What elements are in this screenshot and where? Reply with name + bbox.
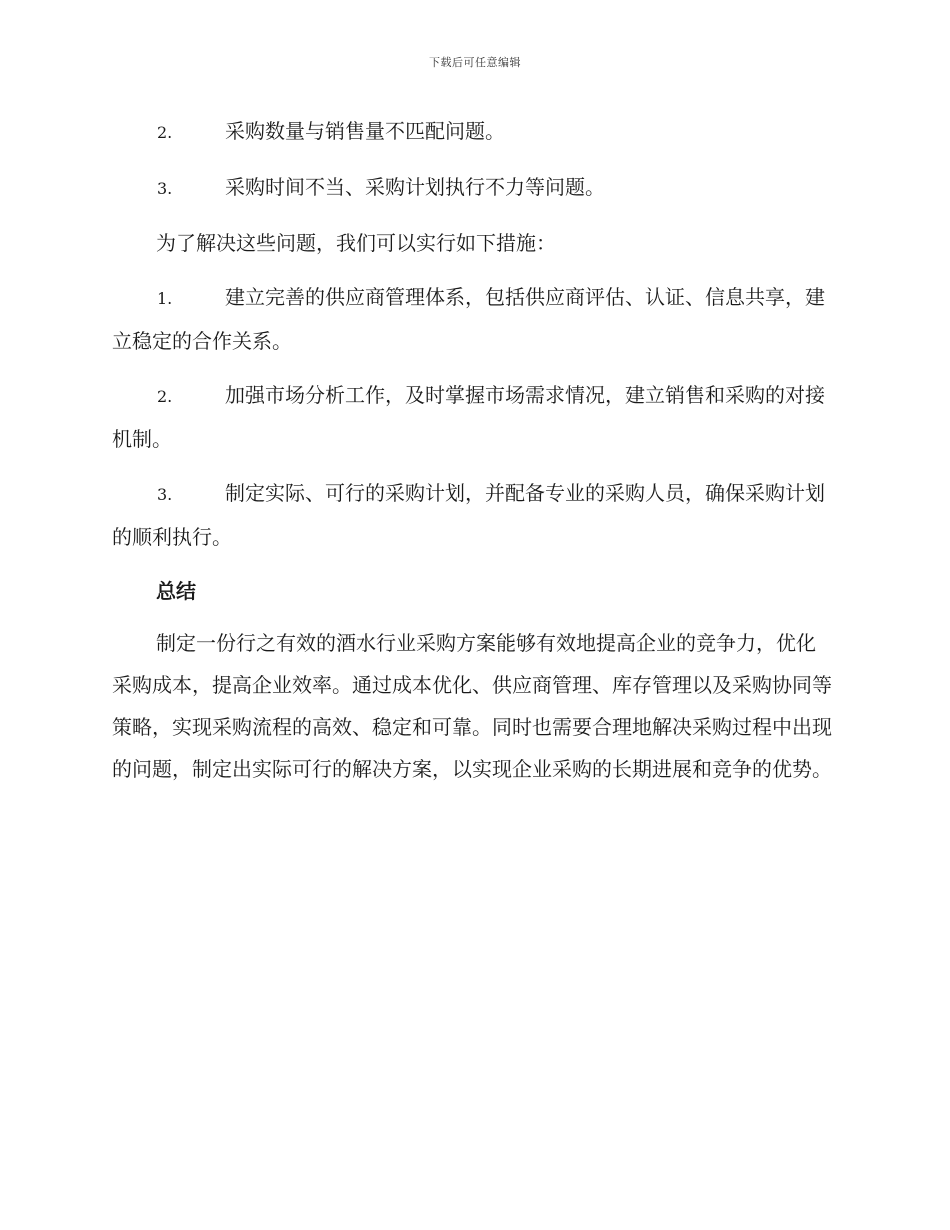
header-note: 下载后可任意编辑 <box>429 56 521 69</box>
document-body <box>112 110 834 790</box>
list-text: 加强市场分析工作，及时掌握市场需求情况，建立销售和采购的对接机制。 <box>112 383 825 451</box>
list-text: 采购时间不当、采购计划执行不力等问题。 <box>225 175 605 199</box>
list-text: 建立完善的供应商管理体系，包括供应商评估、认证、信息共享，建立稳定的合作关系。 <box>112 285 825 353</box>
summary-paragraph: 制定一份行之有效的酒水行业采购方案能够有效地提高企业的竞争力，优化采购成本，提高企业效率。通过成本优化、供应商管理、库存管理以及采购协同等策略，实现采购流程的高效、稳定和可靠。同时也需要合理地解决采购过程中出现的问题，制定出实际可行的解决方案，以实现企业采购的长期进展和竞争的优势。 <box>112 631 832 781</box>
measure-item-1 <box>112 276 834 362</box>
list-text: 制定实际、可行的采购计划，并配备专业的采购人员，确保采购计划的顺利执行。 <box>112 481 825 549</box>
problem-item-2 <box>112 110 834 154</box>
summary-heading: 总结 <box>156 579 196 603</box>
list-text: 采购数量与销售量不匹配问题。 <box>225 119 505 143</box>
list-number: 1. <box>157 289 173 308</box>
measure-item-2 <box>112 374 834 460</box>
measure-item-3 <box>112 472 834 558</box>
measures-intro: 为了解决这些问题，我们可以实行如下措施： <box>156 231 556 255</box>
list-number: 2. <box>157 387 173 406</box>
list-number: 3. <box>157 179 173 198</box>
list-number: 3. <box>157 485 173 504</box>
problem-item-3 <box>112 166 834 210</box>
list-number: 2. <box>157 123 173 142</box>
